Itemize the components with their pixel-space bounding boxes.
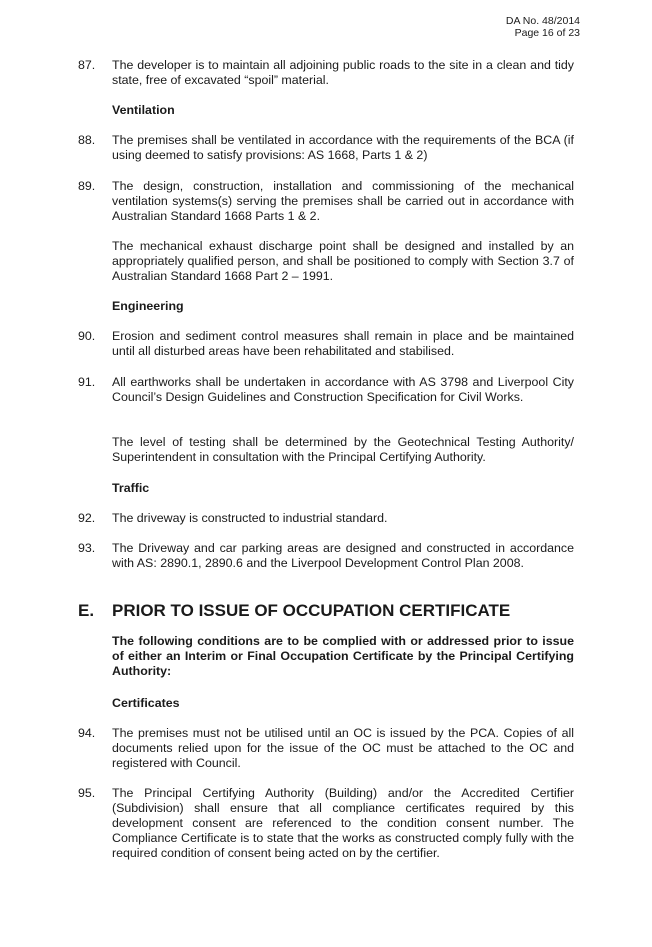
condition-text: The developer is to maintain all adjoining public roads to the site in a clean and tidy state, free of excavated “spoil” material. (112, 58, 574, 87)
subheading-traffic: Traffic (112, 481, 150, 495)
condition-text: Erosion and sediment control measures shall remain in place and be maintained until all disturbed areas have been rehabilitated and stabilised. (112, 329, 574, 358)
condition-89 (78, 179, 574, 224)
condition-91 (78, 375, 574, 405)
subheading-certificates: Certificates (112, 696, 180, 710)
condition-number: 89. (78, 179, 96, 193)
condition-91-paragraph: The level of testing shall be determined by the Geotechnical Testing Authority/ Superintendent in consultation with the Principal Certifying Authority. (112, 435, 574, 464)
condition-text: The premises must not be utilised until an OC is issued by the PCA. Copies of all documents relied upon for the issue of the OC must be attached to the OC and registered with Council. (112, 726, 574, 770)
condition-text: The premises shall be ventilated in accordance with the requirements of the BCA (if using deemed to satisfy provisions: AS 1668, Parts 1 & 2) (112, 133, 574, 162)
condition-number: 90. (78, 329, 96, 343)
condition-text: All earthworks shall be undertaken in accordance with AS 3798 and Liverpool City Council’s Design Guidelines and Construction Specification for Civil Works. (112, 375, 574, 404)
condition-94 (78, 726, 574, 771)
condition-text: The Driveway and car parking areas are designed and constructed in accordance with AS: 2890.1, 2890.6 and the Liverpool Development Control Plan 2008. (112, 541, 574, 570)
condition-number: 95. (78, 786, 96, 800)
condition-text: The design, construction, installation and commissioning of the mechanical ventilation systems(s) serving the premises shall be carried out in accordance with Australian Standard 1668 Parts 1 & 2. (112, 179, 574, 223)
page-number: Page 16 of 23 (514, 27, 580, 39)
condition-number: 91. (78, 375, 96, 389)
condition-89-paragraph: The mechanical exhaust discharge point shall be designed and installed by an appropriately qualified person, and shall be positioned to comply with Section 3.7 of Australian Standard 1668 Part 2 – 1991. (112, 239, 574, 283)
section-title: PRIOR TO ISSUE OF OCCUPATION CERTIFICATE (112, 601, 511, 620)
condition-87 (78, 58, 574, 88)
condition-number: 94. (78, 726, 96, 740)
section-e-intro: The following conditions are to be complied with or addressed prior to issue of either an Interim or Final Occupation Certificate by the Principal Certifying Authority: (112, 634, 574, 678)
condition-95 (78, 786, 574, 861)
condition-90 (78, 329, 574, 359)
condition-93 (78, 541, 574, 571)
condition-number: 87. (78, 58, 96, 72)
condition-92 (78, 511, 574, 526)
subheading-ventilation: Ventilation (112, 103, 175, 117)
da-number: DA No. 48/2014 (505, 15, 580, 27)
section-letter: E. (78, 601, 95, 620)
condition-text: The Principal Certifying Authority (Building) and/or the Accredited Certifier (Subdivision) shall ensure that all compliance certificates required by this development consent are referenced to the condition consent number. The Compliance Certificate is to state that the works as constructed comply fully with the required condition of consent being acted on by the certifier. (112, 786, 574, 860)
subheading-engineering: Engineering (112, 299, 184, 313)
condition-text: The driveway is constructed to industrial standard. (112, 511, 388, 525)
condition-number: 92. (78, 511, 96, 525)
page-header (506, 15, 580, 39)
condition-number: 93. (78, 541, 96, 555)
condition-number: 88. (78, 133, 96, 147)
condition-88 (78, 133, 574, 163)
